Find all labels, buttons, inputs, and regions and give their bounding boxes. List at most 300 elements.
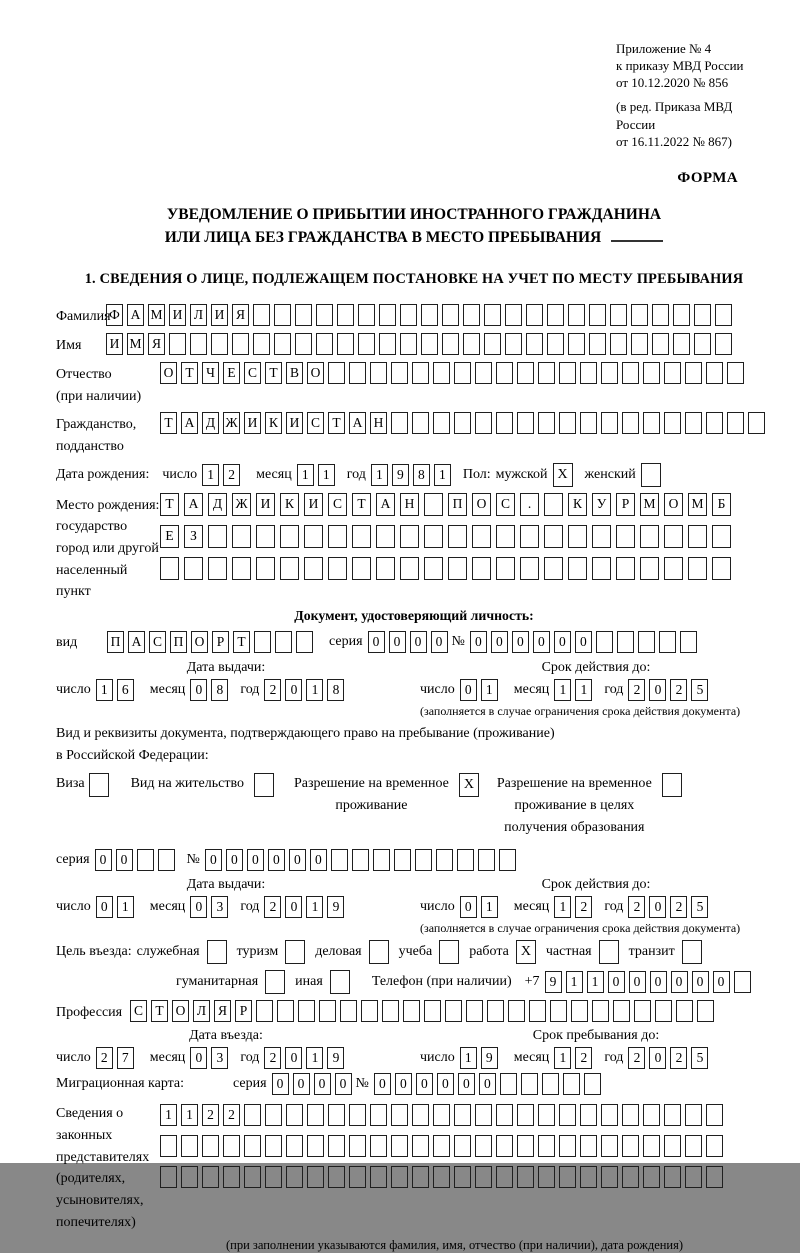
char-cell xyxy=(370,1104,387,1126)
char-cell xyxy=(688,525,707,548)
arrival-month-cells xyxy=(190,1047,232,1069)
char-cell: Н xyxy=(370,412,387,434)
char-cell xyxy=(256,1000,273,1022)
char-cell xyxy=(448,525,467,548)
char-cell xyxy=(370,1135,387,1157)
char-cell: О xyxy=(664,493,683,516)
char-cell xyxy=(277,1000,294,1022)
char-cell xyxy=(568,525,587,548)
char-cell xyxy=(433,412,450,434)
char-cell: 0 xyxy=(190,679,207,701)
char-cell: С xyxy=(496,493,515,516)
char-cell: 5 xyxy=(691,679,708,701)
char-cell xyxy=(676,1000,693,1022)
char-cell xyxy=(190,333,207,355)
char-cell: 0 xyxy=(575,631,592,653)
char-cell: 1 xyxy=(306,1047,323,1069)
purpose-study-checkbox xyxy=(439,940,459,964)
char-cell xyxy=(727,362,744,384)
citizenship-label: Гражданство, подданство xyxy=(56,417,137,454)
char-cell xyxy=(568,333,585,355)
char-cell xyxy=(592,1000,609,1022)
char-cell xyxy=(664,1166,681,1188)
residence-doc-series-row xyxy=(56,849,772,871)
patronymic-label: Отчество (при наличии) xyxy=(56,366,142,404)
char-cell: 1 xyxy=(460,1047,477,1069)
char-cell xyxy=(412,1104,429,1126)
char-cell xyxy=(433,1135,450,1157)
char-cell: Д xyxy=(208,493,227,516)
char-cell: 6 xyxy=(117,679,134,701)
char-cell: Л xyxy=(190,304,207,326)
char-cell xyxy=(328,1166,345,1188)
char-cell: Р xyxy=(212,631,229,653)
char-cell xyxy=(463,333,480,355)
char-cell xyxy=(544,557,563,580)
year-label: год xyxy=(604,681,624,697)
char-cell xyxy=(559,412,576,434)
char-cell xyxy=(466,1000,483,1022)
char-cell xyxy=(664,1135,681,1157)
char-cell: Л xyxy=(193,1000,210,1022)
char-cell: 1 xyxy=(587,971,604,993)
char-cell: Т xyxy=(160,493,179,516)
char-cell xyxy=(442,333,459,355)
purpose-business-checkbox xyxy=(207,940,227,964)
char-cell: 9 xyxy=(392,464,409,486)
char-cell: З xyxy=(184,525,203,548)
char-cell xyxy=(361,1000,378,1022)
char-cell xyxy=(643,1135,660,1157)
char-cell: О xyxy=(307,362,324,384)
char-cell xyxy=(496,1104,513,1126)
char-cell: 8 xyxy=(413,464,430,486)
char-cell: И xyxy=(169,304,186,326)
purpose-tourism-checkbox xyxy=(285,940,305,964)
surname-label: Фамилия xyxy=(56,309,111,325)
doc-issue-heading: Дата выдачи: xyxy=(186,659,266,675)
day-label: число xyxy=(162,466,198,482)
year-label: год xyxy=(346,466,366,482)
char-cell xyxy=(613,1000,630,1022)
char-cell: И xyxy=(211,304,228,326)
char-cell: И xyxy=(256,493,275,516)
birth-year-cells xyxy=(371,464,455,486)
char-cell: 0 xyxy=(96,896,113,918)
char-cell: 2 xyxy=(575,1047,592,1069)
char-cell: С xyxy=(149,631,166,653)
char-cell: А xyxy=(128,631,145,653)
doc-issue-month-cells xyxy=(190,679,232,701)
char-cell: 1 xyxy=(481,679,498,701)
char-cell: О xyxy=(160,362,177,384)
appendix-reference xyxy=(616,40,772,150)
visa-label: Виза xyxy=(56,776,85,792)
permit-expiry-month-cells xyxy=(554,896,596,918)
char-cell: С xyxy=(130,1000,147,1022)
char-cell: 0 xyxy=(533,631,550,653)
char-cell xyxy=(616,525,635,548)
purpose-transit-checkbox xyxy=(682,940,702,964)
char-cell: 0 xyxy=(460,679,477,701)
char-cell: Е xyxy=(160,525,179,548)
char-cell xyxy=(160,557,179,580)
char-cell xyxy=(244,1135,261,1157)
purpose-row2 xyxy=(176,970,772,994)
char-cell xyxy=(412,412,429,434)
birth-day-cells xyxy=(202,464,244,486)
char-cell: 2 xyxy=(264,679,281,701)
char-cell xyxy=(337,333,354,355)
residence-permit-option xyxy=(131,773,274,797)
surname-row xyxy=(56,304,772,328)
permit-series-label: серия xyxy=(56,851,90,867)
arrival-day-cells xyxy=(96,1047,138,1069)
char-cell xyxy=(296,631,313,653)
char-cell: М xyxy=(640,493,659,516)
char-cell: П xyxy=(170,631,187,653)
char-cell: 1 xyxy=(117,896,134,918)
char-cell: К xyxy=(280,493,299,516)
char-cell xyxy=(712,525,731,548)
char-cell xyxy=(424,557,443,580)
char-cell: . xyxy=(520,493,539,516)
char-cell xyxy=(208,557,227,580)
char-cell xyxy=(638,631,655,653)
char-cell: Р xyxy=(235,1000,252,1022)
char-cell: А xyxy=(184,493,203,516)
birthdate-row xyxy=(56,463,772,487)
profession-cells xyxy=(130,1000,718,1022)
arrival-date-heading: Дата въезда: xyxy=(189,1028,263,1044)
char-cell xyxy=(529,1000,546,1022)
migration-number-label: № xyxy=(355,1076,369,1092)
birthplace-block xyxy=(56,493,772,603)
char-cell xyxy=(370,362,387,384)
month-label: месяц xyxy=(513,1050,550,1066)
char-cell xyxy=(274,304,291,326)
char-cell xyxy=(358,304,375,326)
char-cell xyxy=(538,1104,555,1126)
temp-residence-label: Разрешение на временное проживание xyxy=(293,776,449,814)
char-cell: 0 xyxy=(395,1073,412,1095)
char-cell: 1 xyxy=(371,464,388,486)
char-cell: К xyxy=(568,493,587,516)
char-cell: 0 xyxy=(314,1073,331,1095)
char-cell: 1 xyxy=(554,1047,571,1069)
residence-doc-intro2: в Российской Федерации: xyxy=(56,748,209,764)
patronymic-cells xyxy=(160,362,748,384)
temp-residence-edu-option xyxy=(497,773,682,838)
char-cell xyxy=(500,1073,517,1095)
title-blank-line xyxy=(611,238,663,242)
char-cell xyxy=(622,412,639,434)
char-cell xyxy=(715,333,732,355)
purpose-work-checkbox: X xyxy=(516,940,536,964)
char-cell xyxy=(475,1104,492,1126)
char-cell xyxy=(580,412,597,434)
char-cell xyxy=(664,362,681,384)
char-cell xyxy=(137,849,154,871)
visa-option xyxy=(56,773,109,797)
char-cell xyxy=(349,1104,366,1126)
entry-dates xyxy=(56,1028,772,1069)
char-cell: 2 xyxy=(628,679,645,701)
char-cell xyxy=(685,1135,702,1157)
char-cell: 0 xyxy=(374,1073,391,1095)
char-cell: 0 xyxy=(554,631,571,653)
permit-expiry-day-cells xyxy=(460,896,502,918)
char-cell xyxy=(244,1166,261,1188)
char-cell: У xyxy=(592,493,611,516)
char-cell: В xyxy=(286,362,303,384)
migration-card-row xyxy=(56,1073,772,1095)
char-cell: А xyxy=(349,412,366,434)
permit-issue-group xyxy=(56,877,396,936)
migration-card-label: Миграционная карта: xyxy=(56,1076,185,1092)
permit-number-cells xyxy=(205,849,520,871)
char-cell: 9 xyxy=(481,1047,498,1069)
char-cell xyxy=(223,1135,240,1157)
purpose-row1 xyxy=(56,940,772,964)
char-cell: 9 xyxy=(327,896,344,918)
char-cell xyxy=(280,525,299,548)
char-cell xyxy=(547,304,564,326)
char-cell xyxy=(265,1166,282,1188)
char-cell xyxy=(748,412,765,434)
purpose-option-humanitarian: гуманитарная xyxy=(176,970,285,994)
char-cell xyxy=(580,362,597,384)
char-cell xyxy=(352,525,371,548)
char-cell: 2 xyxy=(223,464,240,486)
char-cell: М xyxy=(148,304,165,326)
char-cell: М xyxy=(688,493,707,516)
char-cell xyxy=(304,557,323,580)
doc-number-label: № xyxy=(451,633,465,649)
char-cell xyxy=(508,1000,525,1022)
char-cell: Я xyxy=(214,1000,231,1022)
char-cell: О xyxy=(172,1000,189,1022)
char-cell: 0 xyxy=(458,1073,475,1095)
char-cell xyxy=(349,362,366,384)
char-cell xyxy=(712,557,731,580)
day-label: число xyxy=(420,1050,455,1066)
char-cell xyxy=(391,412,408,434)
char-cell xyxy=(202,1166,219,1188)
char-cell: 0 xyxy=(293,1073,310,1095)
char-cell xyxy=(295,333,312,355)
doc-expiry-year-cells xyxy=(628,679,712,701)
profession-label: Профессия xyxy=(56,1004,123,1020)
char-cell xyxy=(727,412,744,434)
char-cell: 0 xyxy=(512,631,529,653)
char-cell xyxy=(307,1166,324,1188)
char-cell: 0 xyxy=(692,971,709,993)
permit-expiry-year-cells xyxy=(628,896,712,918)
doc-expiry-group xyxy=(420,660,772,719)
birthdate-label: Дата рождения: xyxy=(56,466,150,482)
temp-residence-checkbox: X xyxy=(459,773,479,797)
char-cell: 0 xyxy=(285,679,302,701)
char-cell xyxy=(391,362,408,384)
char-cell xyxy=(400,525,419,548)
char-cell: Ж xyxy=(232,493,251,516)
day-label: число xyxy=(56,1050,91,1066)
char-cell xyxy=(499,849,516,871)
char-cell xyxy=(391,1135,408,1157)
stay-year-cells xyxy=(628,1047,712,1069)
char-cell: 1 xyxy=(554,679,571,701)
residence-permit-checkbox xyxy=(254,773,274,797)
permit-issue-heading: Дата выдачи: xyxy=(186,876,266,892)
char-cell: Я xyxy=(148,333,165,355)
appendix-line: от 10.12.2020 № 856 xyxy=(616,75,729,91)
char-cell xyxy=(376,525,395,548)
doc-expiry-heading: Срок действия до: xyxy=(541,659,651,675)
char-cell xyxy=(244,1104,261,1126)
char-cell xyxy=(202,1135,219,1157)
char-cell: 0 xyxy=(649,679,666,701)
char-cell xyxy=(328,557,347,580)
purpose-option-other: иная xyxy=(295,970,350,994)
char-cell: О xyxy=(191,631,208,653)
char-cell xyxy=(307,1135,324,1157)
migration-series-cells xyxy=(272,1073,356,1095)
char-cell xyxy=(652,333,669,355)
char-cell xyxy=(436,849,453,871)
char-cell: 1 xyxy=(202,464,219,486)
temp-residence-option xyxy=(294,773,479,816)
char-cell: 0 xyxy=(190,896,207,918)
char-cell: 0 xyxy=(95,849,112,871)
char-cell xyxy=(538,1135,555,1157)
char-cell xyxy=(286,1135,303,1157)
doc-series-label: серия xyxy=(329,633,363,649)
phone-cells xyxy=(545,971,755,993)
year-label: год xyxy=(604,898,624,914)
char-cell: 2 xyxy=(670,896,687,918)
char-cell xyxy=(424,1000,441,1022)
char-cell: Я xyxy=(232,304,249,326)
migration-number-cells xyxy=(374,1073,605,1095)
stay-day-cells xyxy=(460,1047,502,1069)
char-cell xyxy=(520,525,539,548)
char-cell xyxy=(550,1000,567,1022)
char-cell: 0 xyxy=(410,631,427,653)
char-cell xyxy=(472,525,491,548)
birthplace-label: Место рождения: государство город или другой населенный пункт xyxy=(56,497,160,600)
char-cell xyxy=(340,1000,357,1022)
char-cell xyxy=(640,557,659,580)
representatives-row2-cells xyxy=(160,1135,727,1157)
char-cell xyxy=(223,1166,240,1188)
char-cell xyxy=(659,631,676,653)
char-cell: С xyxy=(307,412,324,434)
char-cell xyxy=(571,1000,588,1022)
purpose-commercial-checkbox xyxy=(369,940,389,964)
char-cell: 0 xyxy=(368,631,385,653)
char-cell xyxy=(559,362,576,384)
char-cell: М xyxy=(127,333,144,355)
form-title-line1: УВЕДОМЛЕНИЕ О ПРИБЫТИИ ИНОСТРАННОГО ГРАЖДАНИНА xyxy=(166,205,662,223)
char-cell xyxy=(421,304,438,326)
char-cell xyxy=(688,557,707,580)
char-cell xyxy=(589,304,606,326)
char-cell xyxy=(211,333,228,355)
char-cell xyxy=(275,631,292,653)
permit-expiry-group xyxy=(420,877,772,936)
purpose-option-private: частная xyxy=(546,940,619,964)
char-cell xyxy=(643,362,660,384)
char-cell xyxy=(358,333,375,355)
char-cell xyxy=(256,525,275,548)
char-cell: А xyxy=(127,304,144,326)
char-cell xyxy=(265,1135,282,1157)
phone-label: Телефон (при наличии) xyxy=(371,973,512,989)
char-cell xyxy=(352,849,369,871)
char-cell xyxy=(544,493,563,516)
char-cell: 2 xyxy=(202,1104,219,1126)
char-cell: 1 xyxy=(554,896,571,918)
char-cell: 0 xyxy=(713,971,730,993)
arrival-year-cells xyxy=(264,1047,348,1069)
char-cell xyxy=(304,525,323,548)
stay-until-heading: Срок пребывания до: xyxy=(532,1028,660,1044)
char-cell xyxy=(254,631,271,653)
char-cell xyxy=(286,1104,303,1126)
month-label: месяц xyxy=(513,898,550,914)
month-label: месяц xyxy=(149,1050,186,1066)
char-cell xyxy=(610,333,627,355)
char-cell xyxy=(232,525,251,548)
char-cell xyxy=(295,304,312,326)
char-cell xyxy=(538,362,555,384)
purpose-humanitarian-checkbox xyxy=(265,970,285,994)
birthplace-row1-cells xyxy=(160,493,736,516)
char-cell xyxy=(685,1104,702,1126)
char-cell xyxy=(454,362,471,384)
char-cell: 0 xyxy=(460,896,477,918)
char-cell: 0 xyxy=(671,971,688,993)
char-cell: 1 xyxy=(566,971,583,993)
sex-female-label: женский xyxy=(584,466,636,482)
char-cell xyxy=(542,1073,559,1095)
name-cells xyxy=(106,333,736,355)
char-cell: 0 xyxy=(650,971,667,993)
char-cell xyxy=(640,525,659,548)
char-cell: 2 xyxy=(264,896,281,918)
char-cell xyxy=(685,412,702,434)
char-cell xyxy=(664,412,681,434)
char-cell xyxy=(307,1104,324,1126)
char-cell: 0 xyxy=(190,1047,207,1069)
month-label: месяц xyxy=(149,898,186,914)
char-cell: Ф xyxy=(106,304,123,326)
char-cell xyxy=(208,525,227,548)
char-cell xyxy=(517,412,534,434)
appendix-line: к приказу МВД России xyxy=(616,58,744,74)
char-cell xyxy=(568,557,587,580)
char-cell xyxy=(445,1000,462,1022)
char-cell xyxy=(685,362,702,384)
char-cell xyxy=(433,1166,450,1188)
char-cell xyxy=(160,1135,177,1157)
char-cell: 9 xyxy=(327,1047,344,1069)
char-cell: Т xyxy=(151,1000,168,1022)
char-cell xyxy=(484,333,501,355)
char-cell xyxy=(673,304,690,326)
char-cell xyxy=(331,849,348,871)
